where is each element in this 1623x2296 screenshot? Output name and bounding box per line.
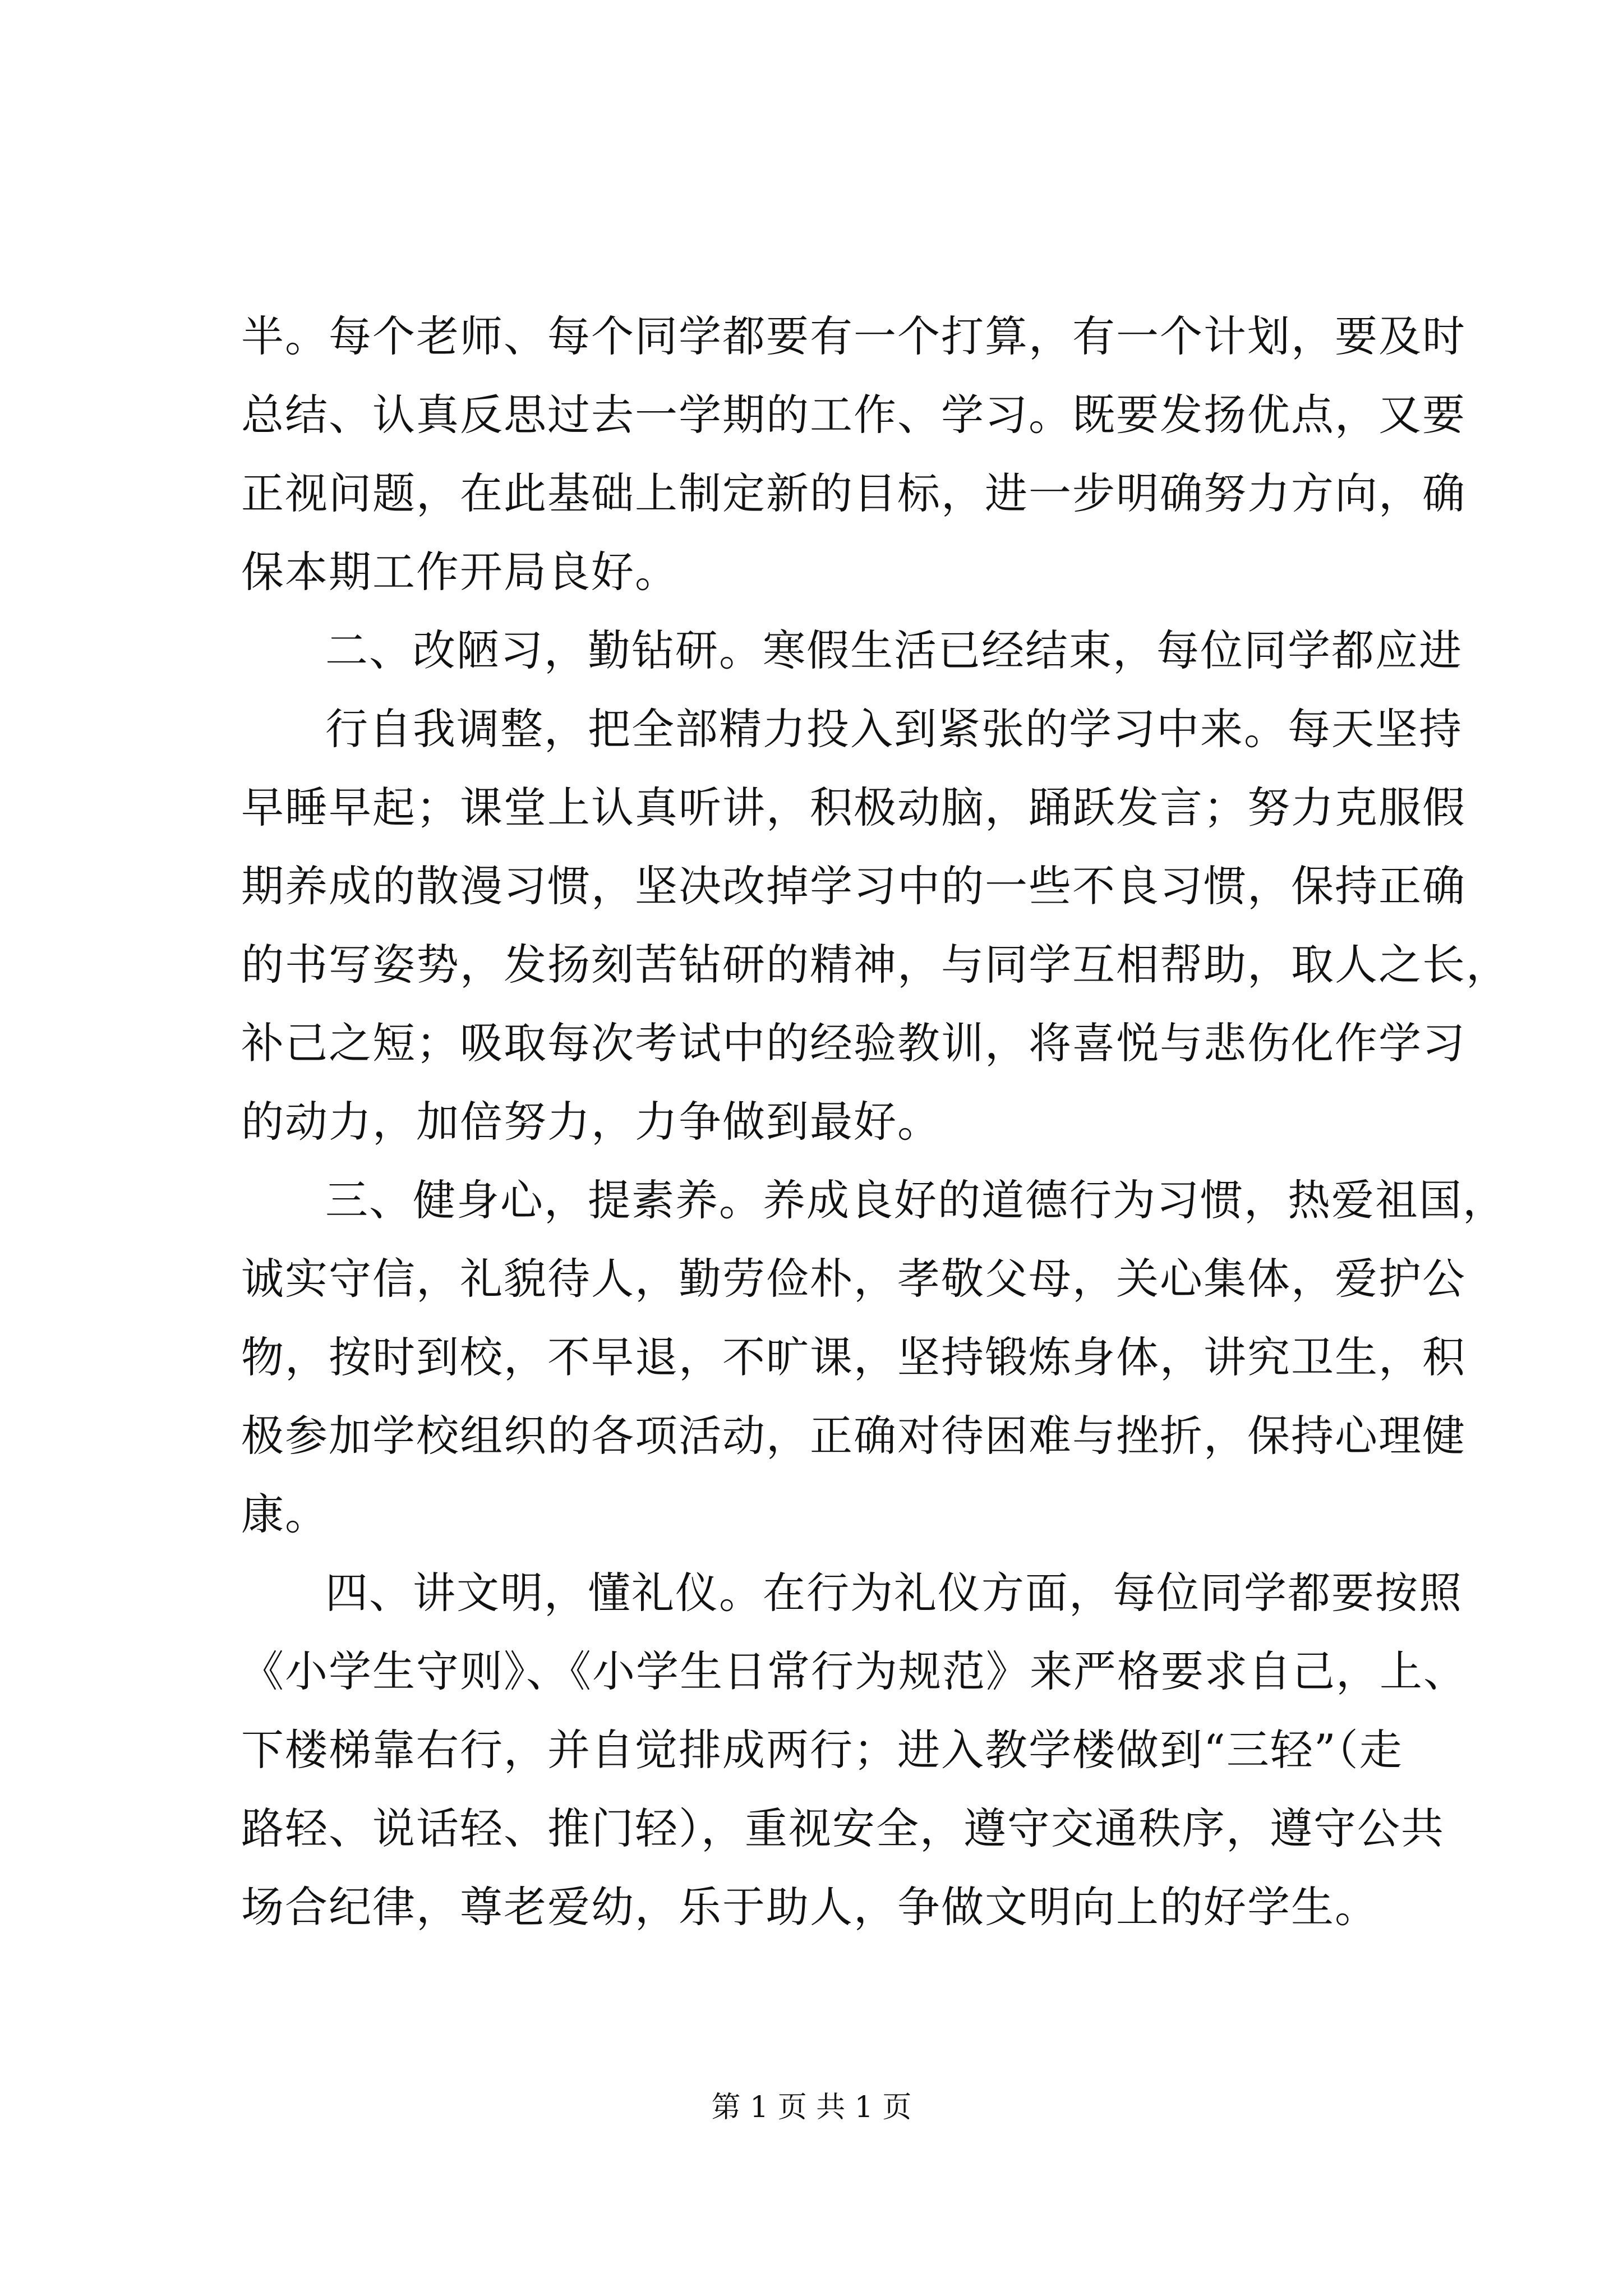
paragraph-line: 诚实守信，礼貌待人，勤劳俭朴，孝敬父母，关心集体，爱护公 <box>241 1254 1466 1304</box>
paragraph-line: 早睡早起；课堂上认真听讲，积极动脑，踊跃发言；努力克服假 <box>241 783 1466 832</box>
paragraph-line: 场合纪律，尊老爱幼，乐于助人，争做文明向上的好学生。 <box>241 1882 1378 1932</box>
paragraph-line: 半。每个老师、每个同学都要有一个打算，有一个计划，要及时 <box>241 311 1466 361</box>
paragraph-line: 期养成的散漫习惯，坚决改掉学习中的一些不良习惯，保持正确 <box>241 861 1466 911</box>
section-heading-line: 四、讲文明，懂礼仪。在行为礼仪方面，每位同学都要按照 <box>325 1568 1463 1618</box>
paragraph-line: 行自我调整，把全部精力投入到紧张的学习中来。每天坚持 <box>325 704 1463 754</box>
paragraph-line: 路轻、说话轻、推门轻），重视安全，遵守交通秩序，遵守公共 <box>241 1803 1445 1853</box>
paragraph-line: 极参加学校组织的各项活动，正确对待困难与挫折，保持心理健 <box>241 1411 1466 1461</box>
paragraph-line: 的书写姿势，发扬刻苦钻研的精神，与同学互相帮助，取人之长， <box>241 940 1510 990</box>
paragraph-line: 保本期工作开局良好。 <box>241 547 679 597</box>
section-heading-line: 二、改陋习，勤钻研。寒假生活已经结束，每位同学都应进 <box>325 625 1463 675</box>
section-heading-line: 三、健身心，提素养。养成良好的道德行为习惯，热爱祖国， <box>325 1175 1506 1225</box>
paragraph-line: 总结、认真反思过去一学期的工作、学习。既要发扬优点，又要 <box>241 390 1466 440</box>
paragraph-line: 下楼梯靠右行，并自觉排成两行；进入教学楼做到“三轻”（走 <box>241 1725 1403 1775</box>
paragraph-line: 康。 <box>241 1489 329 1539</box>
page-footer: 第 1 页 共 1 页 <box>711 2091 912 2124</box>
paragraph-line: 补己之短；吸取每次考试中的经验教训，将喜悦与悲伤化作学习 <box>241 1018 1466 1068</box>
paragraph-line: 的动力，加倍努力，力争做到最好。 <box>241 1097 941 1147</box>
paragraph-line: 《小学生守则》、《小学生日常行为规范》来严格要求自己，上、 <box>241 1646 1467 1696</box>
paragraph-line: 物，按时到校，不早退，不旷课，坚持锻炼身体，讲究卫生，积 <box>241 1332 1466 1382</box>
paragraph-line: 正视问题，在此基础上制定新的目标，进一步明确努力方向，确 <box>241 468 1466 518</box>
